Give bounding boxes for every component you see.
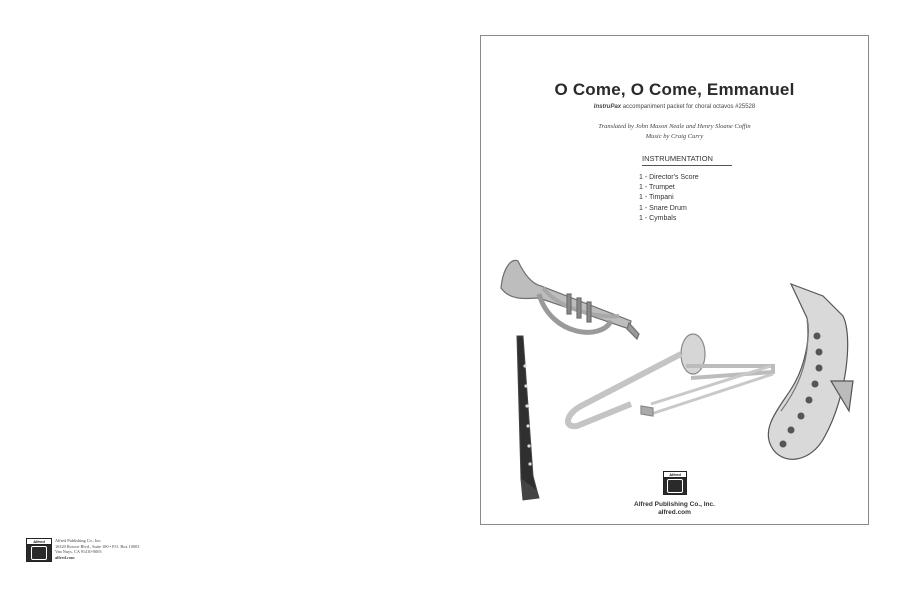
instrumentation-item: 1 - Timpani <box>639 194 674 202</box>
back-logo-text: Alfred <box>33 539 45 544</box>
instrumentation-item: 1 - Cymbals <box>639 214 677 222</box>
publisher-name: Alfred Publishing Co., Inc. <box>634 501 715 508</box>
trombone-icon <box>568 334 773 426</box>
saxophone-icon <box>768 284 853 459</box>
instrument-illustration <box>481 36 870 526</box>
address-line: Alfred Publishing Co., Inc. <box>55 538 102 543</box>
logo-text: Alfred <box>669 472 681 477</box>
alfred-logo-icon <box>663 471 687 495</box>
subtitle-brand: InstruPax <box>593 104 622 110</box>
credit-translated: Translated by John Mason Neale and Henry Sloane Coffin <box>598 123 751 130</box>
instrumentation-item: 1 - Trumpet <box>639 184 675 192</box>
cover-title: O Come, O Come, Emmanuel <box>554 80 795 99</box>
instrumentation-item: 1 - Director's Score <box>639 174 699 181</box>
trumpet-icon <box>501 260 639 339</box>
address-line: Van Nuys, CA 91410-0003 <box>55 549 102 555</box>
back-address <box>55 538 139 560</box>
subtitle-text: accompaniment packet for choral octavos #25528 <box>621 104 756 110</box>
instrumentation-item: 1 - Snare Drum <box>639 204 687 212</box>
back-alfred-logo-icon <box>26 538 52 562</box>
back-site: alfred.com <box>55 554 75 560</box>
address-line: 16320 Roscoe Blvd., Suite 100 • P.O. Box 10003 <box>55 543 140 549</box>
publisher-site: alfred.com <box>658 509 691 516</box>
instrumentation-heading: INSTRUMENTATION <box>642 154 732 166</box>
publisher-block <box>481 501 868 517</box>
credit-music: Music by Craig Curry <box>645 133 704 140</box>
cover-page <box>480 35 869 525</box>
clarinet-icon <box>517 336 539 500</box>
